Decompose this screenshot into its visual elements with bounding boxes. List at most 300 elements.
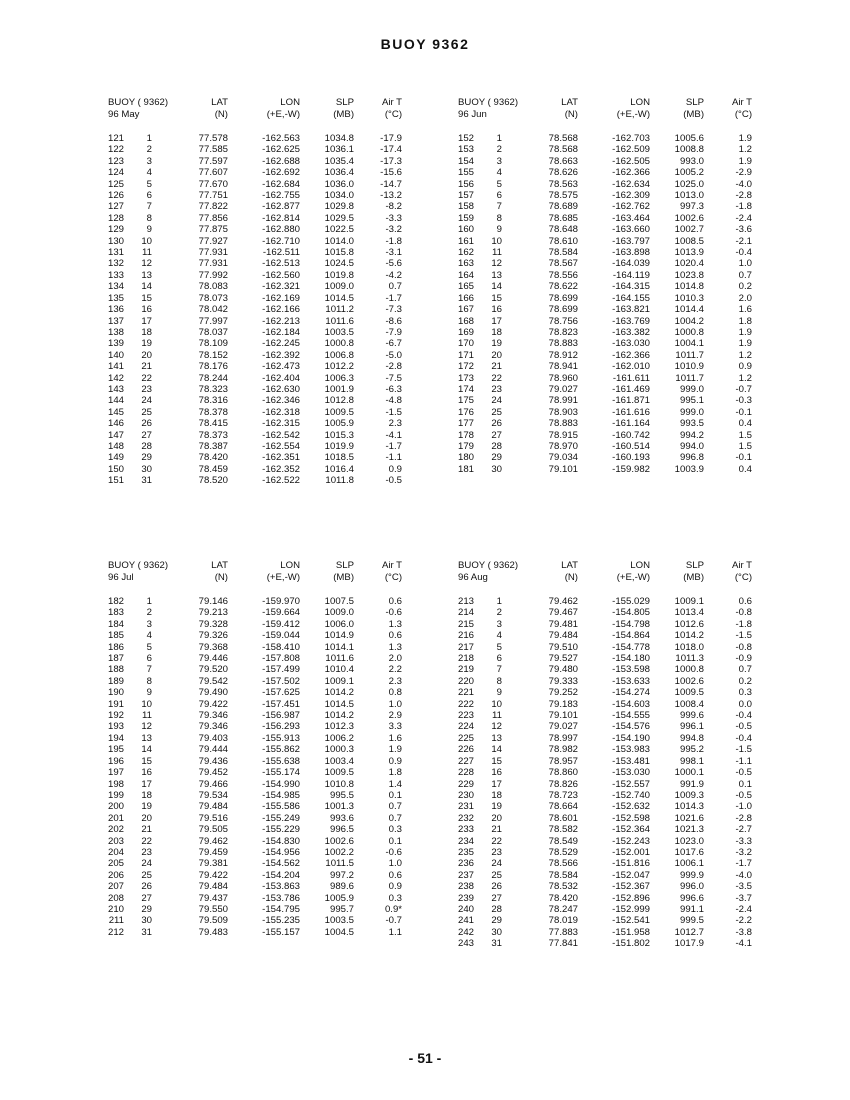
lat-cell: 79.444 [198,744,229,756]
slp-cell: 1023.0 [674,835,705,847]
airt-cell: -4.0 [735,869,753,881]
table-row [102,870,402,881]
day-of-month-cell: 18 [141,789,153,801]
airt-cell: -0.5 [735,789,753,801]
day-of-month-cell: 28 [141,440,153,452]
lat-cell: 79.466 [198,778,229,790]
table-row [102,630,402,641]
day-of-month-cell: 21 [141,361,153,373]
day-of-month-cell: 1 [146,596,153,607]
day-of-month-cell: 18 [491,789,503,801]
slp-cell: 1006.0 [324,618,355,630]
day-of-year-cell: 158 [457,201,474,213]
day-of-year-cell: 123 [107,155,124,167]
lat-cell: 78.903 [548,406,579,418]
day-of-month-cell: 25 [141,406,153,418]
table-row [452,642,752,653]
table-row [452,767,752,778]
lat-cell: 78.915 [548,429,579,441]
day-of-month-cell: 15 [141,755,153,767]
airt-cell: 0.4 [738,418,753,430]
lon-cell: -162.366 [612,167,651,179]
airt-cell: 3.3 [388,721,403,733]
day-of-year-cell: 227 [457,755,474,767]
slp-cell: 1014.0 [324,235,355,247]
day-of-year-cell: 179 [457,440,474,452]
lon-cell: -154.805 [612,607,651,619]
table-row [452,224,752,235]
lon-cell: -154.864 [612,630,651,642]
slp-cell: 1019.9 [324,440,355,452]
day-of-year-cell: 152 [457,133,474,144]
slp-cell: 1011.3 [675,653,705,665]
slp-cell: 1008.8 [674,144,705,156]
lat-cell: 78.083 [198,281,229,293]
lon-cell: -155.174 [262,767,301,779]
lat-cell: 79.252 [548,687,579,699]
airt-cell: 0.3 [388,824,403,836]
header-row [102,97,402,109]
lat-cell: 79.328 [198,618,229,630]
day-of-year-cell: 156 [457,178,474,190]
lon-cell: -154.180 [612,653,651,665]
lon-cell: -162.511 [262,247,301,259]
table-row [102,904,402,915]
airt-cell: 1.0 [388,698,403,710]
day-of-year-cell: 122 [107,144,124,156]
lat-cell: 78.699 [548,304,579,316]
slp-cell: 1005.9 [324,418,355,430]
lat-cell: 78.991 [548,395,579,407]
lat-cell: 78.860 [548,767,579,779]
month-label: 96 Jun [458,108,487,120]
day-of-year-cell: 233 [457,824,474,836]
table-row [452,790,752,801]
lon-cell: -162.625 [262,144,301,156]
slp-cell: 1000.8 [674,664,705,676]
lon-cell: -162.880 [262,224,301,236]
day-of-year-cell: 140 [107,349,124,361]
lon-header: LON [630,560,651,571]
airt-cell: 0.6 [388,630,403,642]
airt-cell: -0.1 [735,406,753,418]
lon-cell: -162.630 [262,383,301,395]
table-row [102,767,402,778]
day-of-year-cell: 180 [457,452,474,464]
airt-cell: -0.4 [735,710,753,722]
table-row [452,316,752,327]
airt-cell: 0.9 [388,463,403,475]
day-of-month-cell: 10 [141,698,153,710]
airt-cell: -4.1 [385,429,403,441]
day-of-year-cell: 237 [457,869,474,881]
lat-cell: 78.970 [548,440,579,452]
lon-cell: -152.047 [612,869,651,881]
airt-cell: -0.7 [735,383,753,395]
day-of-month-cell: 19 [491,801,503,813]
table-row [452,247,752,258]
table-row [102,190,402,201]
day-of-year-cell: 128 [107,212,124,224]
table-row [102,721,402,732]
lat-cell: 79.505 [198,824,229,836]
lat-cell: 78.520 [198,475,229,487]
lat-cell: 78.568 [548,144,579,156]
day-of-year-cell: 207 [107,881,124,893]
lat-cell: 79.520 [198,664,229,676]
day-of-month-cell: 13 [141,269,153,281]
lon-cell: -162.560 [262,269,301,281]
lat-cell: 79.422 [198,869,229,881]
slp-cell: 1015.8 [324,247,355,259]
lat-cell: 78.567 [548,258,579,270]
table-row [102,247,402,258]
day-of-month-cell: 30 [491,926,503,938]
lon-cell: -161.469 [612,383,651,395]
day-of-month-cell: 9 [146,224,153,236]
day-of-year-cell: 176 [457,406,474,418]
slp-cell: 1019.8 [324,269,355,281]
lon-cell: -163.769 [612,315,651,327]
table-row [102,156,402,167]
day-of-month-cell: 12 [141,721,153,733]
table-row [102,270,402,281]
airt-cell: -0.8 [735,607,753,619]
day-of-year-cell: 131 [107,247,124,259]
airt-cell: 0.7 [738,269,753,281]
lon-cell: -152.001 [612,846,651,858]
table-row [452,201,752,212]
day-of-year-cell: 133 [107,269,124,281]
table-row [452,744,752,755]
lon-cell: -162.351 [262,452,301,464]
lat-header: LAT [561,560,579,571]
lon-cell: -161.164 [612,418,651,430]
slp-cell: 1029.8 [324,201,355,213]
lon-cell: -153.863 [262,881,301,893]
day-of-year-cell: 147 [107,429,124,441]
lon-cell: -152.740 [612,789,651,801]
data-table-jun [452,97,772,475]
lon-cell: -152.367 [612,881,651,893]
lat-cell: 79.462 [548,596,579,607]
lon-cell: -162.762 [612,201,651,213]
day-of-year-cell: 230 [457,789,474,801]
slp-cell: 1011.5 [325,858,355,870]
lon-header: LON [280,97,301,108]
day-of-month-cell: 5 [496,178,503,190]
airt-cell: 1.0 [388,858,403,870]
lat-cell: 78.723 [548,789,579,801]
lon-cell: -154.190 [612,732,651,744]
table-row [452,179,752,190]
slp-cell: 1005.6 [674,133,705,144]
airt-unit: (°C) [384,108,403,120]
data-table-jul [102,560,422,938]
lon-cell: -153.598 [612,664,651,676]
table-row [452,350,752,361]
day-of-month-cell: 16 [491,304,503,316]
day-of-month-cell: 13 [491,269,503,281]
lon-cell: -162.688 [262,155,301,167]
lon-cell: -164.039 [612,258,651,270]
slp-cell: 1002.2 [324,846,355,858]
lat-cell: 79.483 [198,926,229,938]
airt-cell: -0.4 [735,732,753,744]
lat-cell: 78.387 [198,440,229,452]
table-row [102,452,402,463]
table-row [102,224,402,235]
lat-cell: 78.176 [198,361,229,373]
lat-cell: 77.607 [198,167,229,179]
day-of-year-cell: 174 [457,383,474,395]
slp-cell: 995.1 [680,395,705,407]
slp-cell: 999.0 [680,406,705,418]
slp-cell: 1021.6 [674,812,705,824]
airt-cell: -4.1 [735,938,753,950]
day-of-year-cell: 231 [457,801,474,813]
lon-cell: -162.814 [262,212,301,224]
day-of-year-cell: 157 [457,190,474,202]
airt-cell: 0.9* [384,903,403,915]
lon-cell: -164.155 [612,292,651,304]
header-row-units [452,572,752,584]
lon-cell: -160.514 [612,440,651,452]
lon-cell: -157.808 [262,653,301,665]
slp-cell: 1014.5 [324,698,355,710]
table-row [452,699,752,710]
lat-cell: 79.484 [198,801,229,813]
slp-cell: 999.5 [680,915,705,927]
day-of-month-cell: 9 [496,224,503,236]
lat-cell: 78.019 [548,915,579,927]
day-of-month-cell: 8 [496,212,503,224]
airt-cell: 0.6 [388,596,403,607]
slp-cell: 991.1 [680,903,705,915]
lat-cell: 77.822 [198,201,229,213]
day-of-year-cell: 214 [457,607,474,619]
lon-cell: -156.987 [262,710,301,722]
day-of-month-cell: 17 [491,778,503,790]
header-spacer [102,120,402,133]
airt-cell: -3.6 [735,224,753,236]
slp-cell: 1009.5 [324,767,355,779]
slp-cell: 995.2 [680,744,705,756]
lat-cell: 78.566 [548,858,579,870]
airt-cell: -6.3 [385,383,403,395]
airt-cell: 0.8 [388,687,403,699]
lon-cell: -162.321 [262,281,301,293]
slp-cell: 994.0 [680,440,705,452]
slp-cell: 1009.5 [674,687,705,699]
lon-cell: -159.970 [262,596,301,607]
day-of-year-cell: 178 [457,429,474,441]
lon-cell: -159.412 [262,618,301,630]
day-of-month-cell: 3 [496,618,503,630]
day-of-month-cell: 20 [141,349,153,361]
day-of-year-cell: 165 [457,281,474,293]
day-of-month-cell: 25 [491,406,503,418]
table-row [102,893,402,904]
slp-cell: 993.5 [680,418,705,430]
lon-cell: -152.598 [612,812,651,824]
day-of-year-cell: 225 [457,732,474,744]
airt-cell: 2.3 [388,675,403,687]
day-of-year-cell: 139 [107,338,124,350]
airt-cell: -2.9 [735,167,753,179]
day-of-year-cell: 166 [457,292,474,304]
day-of-month-cell: 13 [491,732,503,744]
table-row [452,361,752,372]
lon-cell: -153.481 [612,755,651,767]
table-row [452,813,752,824]
slp-cell: 1005.2 [674,167,705,179]
lat-cell: 77.841 [548,938,579,950]
day-of-month-cell: 5 [146,178,153,190]
table-row [102,596,402,607]
day-of-year-cell: 177 [457,418,474,430]
lon-cell: -155.249 [262,812,301,824]
table-row [102,607,402,618]
buoy-table [102,560,402,938]
airt-cell: -0.8 [735,641,753,653]
table-row [452,418,752,429]
lat-cell: 78.584 [548,247,579,259]
day-of-year-cell: 124 [107,167,124,179]
day-of-month-cell: 4 [146,167,153,179]
day-of-month-cell: 10 [141,235,153,247]
lon-cell: -158.410 [262,641,301,653]
day-of-year-cell: 239 [457,892,474,904]
slp-cell: 1009.0 [324,281,355,293]
day-of-month-cell: 1 [496,596,503,607]
lat-cell: 78.689 [548,201,579,213]
airt-cell: -3.2 [385,224,403,236]
day-of-month-cell: 20 [491,812,503,824]
day-of-month-cell: 10 [491,235,503,247]
airt-cell: -13.2 [380,190,403,202]
slp-cell: 1014.9 [324,630,355,642]
slp-cell: 1003.4 [324,755,355,767]
table-row [102,744,402,755]
table-row [102,201,402,212]
airt-cell: -0.7 [385,915,403,927]
slp-cell: 991.9 [680,778,705,790]
lat-cell: 77.585 [198,144,229,156]
day-of-month-cell: 19 [141,338,153,350]
lat-cell: 78.584 [548,869,579,881]
slp-cell: 1035.4 [324,155,355,167]
lat-cell: 78.568 [548,133,579,144]
lon-cell: -162.684 [262,178,301,190]
lat-cell: 78.549 [548,835,579,847]
day-of-year-cell: 221 [457,687,474,699]
lat-cell: 78.316 [198,395,229,407]
lat-cell: 77.931 [198,258,229,270]
table-row [102,790,402,801]
slp-cell: 1011.7 [675,349,705,361]
lon-cell: -153.633 [612,675,651,687]
slp-cell: 1012.3 [324,721,355,733]
lat-cell: 78.756 [548,315,579,327]
table-row [452,213,752,224]
table-row [452,395,752,406]
spacer-cell [452,120,752,133]
lat-cell: 78.826 [548,778,579,790]
lon-cell: -159.044 [262,630,301,642]
lon-header: LON [280,560,301,571]
page-number: - 51 - [408,1050,442,1066]
table-row [452,596,752,607]
lon-cell: -164.119 [612,269,651,281]
table-row [102,281,402,292]
lat-cell: 78.664 [548,801,579,813]
table-row [452,904,752,915]
day-of-month-cell: 1 [146,133,153,144]
day-of-year-cell: 144 [107,395,124,407]
slp-cell: 999.9 [680,869,705,881]
lon-cell: -154.778 [612,641,651,653]
day-of-month-cell: 27 [491,892,503,904]
slp-cell: 1014.2 [674,630,705,642]
lat-cell: 79.101 [548,710,579,722]
lon-cell: -157.625 [262,687,301,699]
day-of-year-cell: 155 [457,167,474,179]
day-of-month-cell: 25 [491,869,503,881]
airt-cell: -17.9 [380,133,403,144]
table-row [102,258,402,269]
day-of-month-cell: 22 [141,835,153,847]
day-of-year-cell: 217 [457,641,474,653]
table-row [452,304,752,315]
day-of-year-cell: 129 [107,224,124,236]
table-row [452,156,752,167]
lon-cell: -162.213 [262,315,301,327]
slp-cell: 1014.3 [674,801,705,813]
table-row [452,373,752,384]
lon-cell: -154.985 [262,789,301,801]
lon-cell: -162.634 [612,178,651,190]
airt-cell: -0.4 [735,247,753,259]
lon-cell: -162.346 [262,395,301,407]
month-label: 96 Jul [108,571,134,583]
day-of-year-cell: 211 [108,915,124,927]
slp-cell: 998.1 [680,755,705,767]
day-of-year-cell: 160 [457,224,474,236]
lon-cell: -155.862 [262,744,301,756]
table-row [102,293,402,304]
day-of-year-cell: 204 [107,846,124,858]
table-row [102,699,402,710]
lon-cell: -157.451 [262,698,301,710]
buoy-table [452,560,752,950]
slp-unit: (MB) [683,571,705,583]
day-of-year-cell: 241 [457,915,474,927]
day-of-year-cell: 167 [457,304,474,316]
slp-cell: 1010.8 [324,778,355,790]
airt-cell: -15.6 [380,167,403,179]
data-table-may [102,97,422,487]
lat-cell: 79.101 [548,463,579,475]
lon-cell: -163.464 [612,212,651,224]
day-of-month-cell: 3 [146,155,153,167]
table-row [102,733,402,744]
lat-cell: 79.422 [198,698,229,710]
lon-cell: -162.542 [262,429,301,441]
day-of-year-cell: 185 [107,630,124,642]
day-of-month-cell: 7 [496,201,503,213]
airt-cell: -2.8 [385,361,403,373]
